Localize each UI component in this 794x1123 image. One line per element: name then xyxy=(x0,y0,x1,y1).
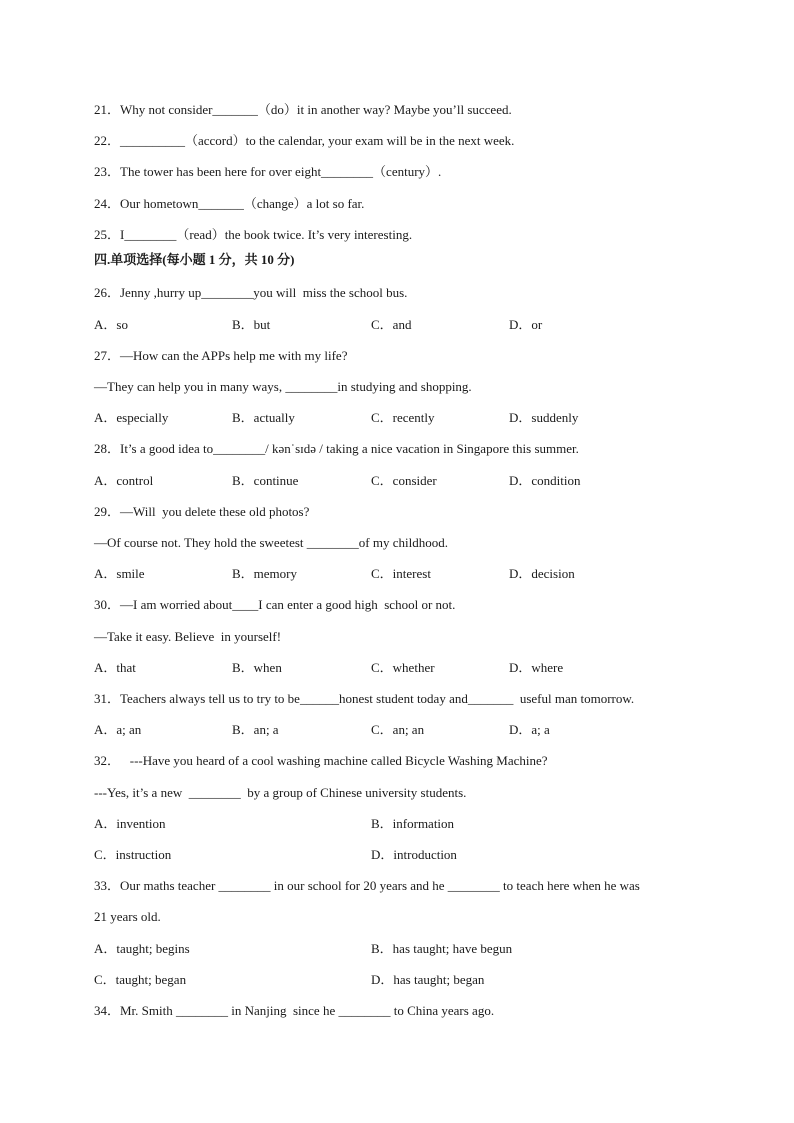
option-b: B．memory xyxy=(232,566,297,581)
question-34: 34．Mr. Smith ________ in Nanjing since he ________ to China years ago. xyxy=(94,1003,495,1018)
question-27-answer-line: —They can help you in many ways, ________in studying and shopping. xyxy=(94,379,472,394)
option-a: A．taught; begins xyxy=(94,941,190,956)
question-24: 24．Our hometown_______（change）a lot so far. xyxy=(94,196,365,211)
option-d: D．decision xyxy=(509,566,575,581)
question-33: 33．Our maths teacher ________ in our school for 20 years and he ________ to teach here when he was xyxy=(94,878,640,893)
option-a: A．especially xyxy=(94,410,169,425)
option-a: A．that xyxy=(94,660,136,675)
question-28: 28．It’s a good idea to________/ kənˈsɪdə / taking a nice vacation in Singapore this summer. xyxy=(94,441,579,456)
option-c: C．instruction xyxy=(94,847,172,862)
option-b: B．when xyxy=(232,660,282,675)
question-33-continued: 21 years old. xyxy=(94,909,161,924)
option-c: C．interest xyxy=(371,566,431,581)
option-a: A．smile xyxy=(94,566,145,581)
question-29-answer-line: —Of course not. They hold the sweetest ________of my childhood. xyxy=(94,535,448,550)
question-27: 27．—How can the APPs help me with my life? xyxy=(94,348,348,363)
option-d: D．has taught; began xyxy=(371,972,485,987)
option-c: C．consider xyxy=(371,473,437,488)
option-d: D．suddenly xyxy=(509,410,579,425)
option-b: B．has taught; have begun xyxy=(371,941,513,956)
option-c: C．an; an xyxy=(371,722,425,737)
option-b: B．an; a xyxy=(232,722,279,737)
option-a: A．a; an xyxy=(94,722,142,737)
option-d: D．introduction xyxy=(371,847,457,862)
option-b: B．information xyxy=(371,816,455,831)
question-23: 23．The tower has been here for over eight________（century）. xyxy=(94,164,442,179)
option-c: C．recently xyxy=(371,410,435,425)
option-a: A．control xyxy=(94,473,154,488)
option-d: D．condition xyxy=(509,473,581,488)
question-22: 22．__________（accord）to the calendar, your exam will be in the next week. xyxy=(94,133,515,148)
option-b: B．actually xyxy=(232,410,295,425)
question-30: 30．—I am worried about____I can enter a good high school or not. xyxy=(94,597,456,612)
option-b: B．continue xyxy=(232,473,299,488)
option-c: C．taught; began xyxy=(94,972,187,987)
question-32-answer-line: ---Yes, it’s a new ________ by a group of Chinese university students. xyxy=(94,785,467,800)
question-25: 25．I________（read）the book twice. It’s very interesting. xyxy=(94,227,413,242)
question-30-answer-line: —Take it easy. Believe in yourself! xyxy=(94,629,282,644)
option-c: C．whether xyxy=(371,660,435,675)
question-21: 21．Why not consider_______（do）it in another way? Maybe you’ll succeed. xyxy=(94,102,512,117)
question-32: 32． ---Have you heard of a cool washing machine called Bicycle Washing Machine? xyxy=(94,753,548,768)
option-c: C．and xyxy=(371,317,412,332)
section-heading: 四.单项选择(每小题 1 分，共 10 分) xyxy=(94,252,295,267)
option-d: D．a; a xyxy=(509,722,550,737)
option-a: A．so xyxy=(94,317,128,332)
question-29: 29．—Will you delete these old photos? xyxy=(94,504,310,519)
question-26: 26．Jenny ,hurry up________you will miss the school bus. xyxy=(94,285,408,300)
question-31: 31．Teachers always tell us to try to be______honest student today and_______ useful man tomorrow. xyxy=(94,691,635,706)
option-a: A．invention xyxy=(94,816,166,831)
option-b: B．but xyxy=(232,317,271,332)
option-d: D．or xyxy=(509,317,543,332)
option-d: D．where xyxy=(509,660,564,675)
